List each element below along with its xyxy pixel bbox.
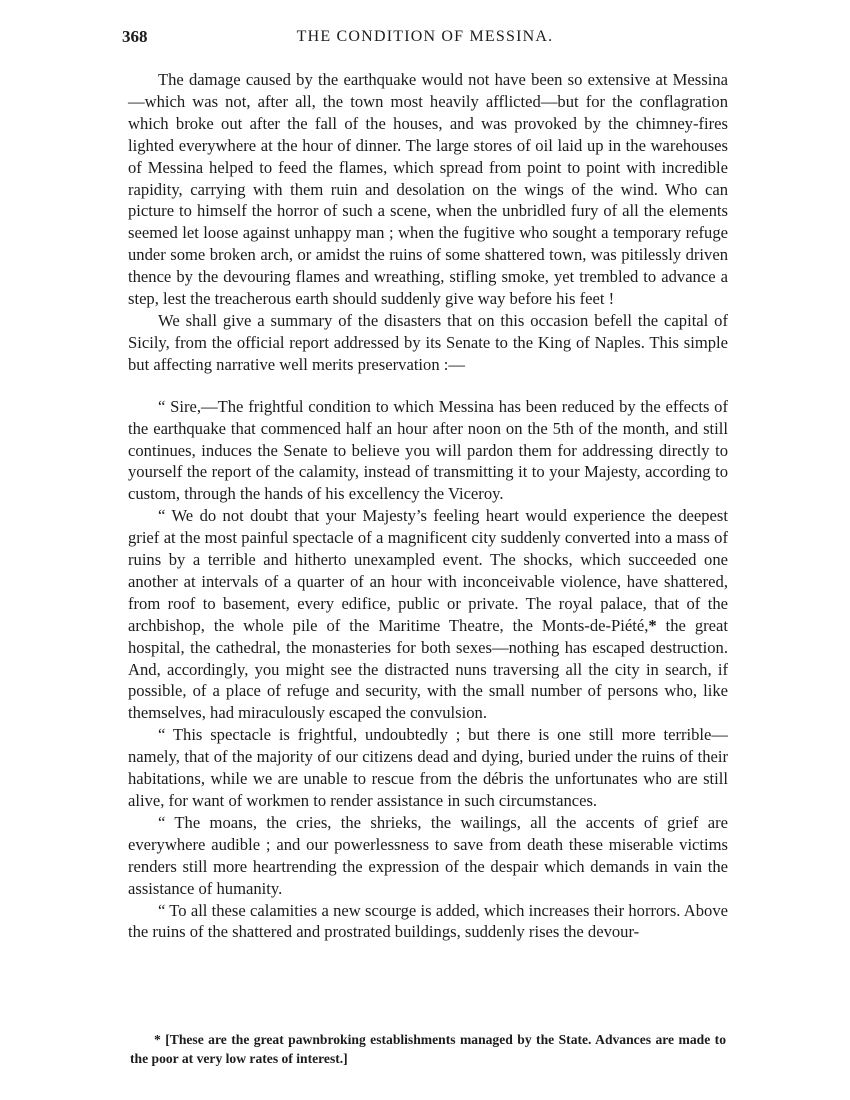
footnotes — [130, 1031, 726, 1068]
letter-paragraph-text: “ We do not doubt that your Majesty’s feeling heart would experience the deepest grief at the most painful spectacle of a magnificent city suddenly converted into a mass of ruins by a terrible and hitherto unexampled event. The shocks, which succeeded one another at intervals of a quarter of an hour with inconceivable violence, have shattered, from roof to basement, every edifice, public or private. The royal palace, that of the archbishop, the whole pile of the Maritime Theatre, the Monts-de-Piété, — [128, 506, 728, 635]
footnote-marker: * — [154, 1032, 161, 1047]
paragraph: We shall give a summary of the disasters that on this occasion befell the capital of Sicily, from the official report addressed by its Senate to the King of Naples. This simple but affecting narrative well merits preservation :— — [128, 310, 728, 374]
paragraph: The damage caused by the earthquake would not have been so extensive at Messina—which was not, after all, the town most heavily afflicted—but for the conflagration which broke out after the fall of the houses, and was provoked by the chimney-fires lighted everywhere at the hour of dinner. The large stores of oil laid up in the warehouses of Messina helped to feed the flames, which spread from point to point with incredible rapidity, carrying with them ruin and desolation on the wings of the wind. Who can picture to himself the horror of such a scene, when the unbridled fury of all the elements seemed let loose against unhappy man ; when the fugitive who sought a temporary refuge under some broken arch, or amidst the ruins of some shattered town, was pitilessly driven thence by the devouring flames and wreathing, stifling smoke, yet trembled to advance a step, lest the treacherous earth should suddenly give way before his feet ! — [128, 70, 728, 309]
letter-paragraph-text: “ The moans, the cries, the shrieks, the wailings, all the accents of grief are everywhere audible ; and our powerlessness to save from death these miserable victims renders still more heartrending the expression of the despair which demands in vain the assistance of humanity. — [128, 812, 728, 898]
letter-paragraph — [128, 396, 728, 506]
letter-paragraph — [128, 900, 728, 944]
letter-paragraph-text: the great hospital, the cathedral, the monasteries for both sexes—nothing has escaped destruction. And, accordingly, you might see the distracted nuns traversing all the city in search, if possible, of a place of refuge and security, with the small number of persons who, like themselves, had miraculously escaped the convulsion. — [128, 615, 729, 723]
letter-paragraph — [128, 812, 728, 900]
footnote-text: [These are the great pawnbroking establishments managed by the State. Advances are made to the poor at very low rates of interest.] — [130, 1032, 726, 1066]
running-title: THE CONDITION OF MESSINA. — [296, 28, 554, 45]
senate-report-letter — [128, 396, 728, 944]
letter-paragraph-text: “ This spectacle is frightful, undoubtedly ; but there is one still more terrible—namely, that of the majority of our citizens dead and dying, buried under the ruins of their habitations, while we are unable to rescue from the débris the unfortunates who are still alive, for want of workmen to render assistance in such circumstances. — [128, 725, 728, 810]
footnote-reference: * — [648, 615, 657, 635]
letter-salutation: “ Sire, — [158, 396, 202, 416]
letter-paragraph — [128, 724, 728, 812]
page-number: 368 — [122, 27, 148, 46]
footnote — [130, 1031, 726, 1068]
letter-paragraph-text: “ To all these calamities a new scourge is added, which increases their horrors. Above the ruins of the shattered and prostrated buildings, suddenly rises the devour- — [128, 900, 728, 942]
body-text — [128, 69, 728, 943]
letter-paragraph-text: —The frightful condition to which Messina has been reduced by the effects of the earthquake that commenced half an hour after noon on the 5th of the month, and still continues, induces the Senate to believe you will pardon them for addressing directly to yourself the report of the calamity, instead of transmitting it to your Majesty, according to custom, through the hands of his excellency the Viceroy. — [128, 396, 728, 504]
letter-paragraph — [128, 505, 728, 724]
page-header — [122, 27, 728, 53]
